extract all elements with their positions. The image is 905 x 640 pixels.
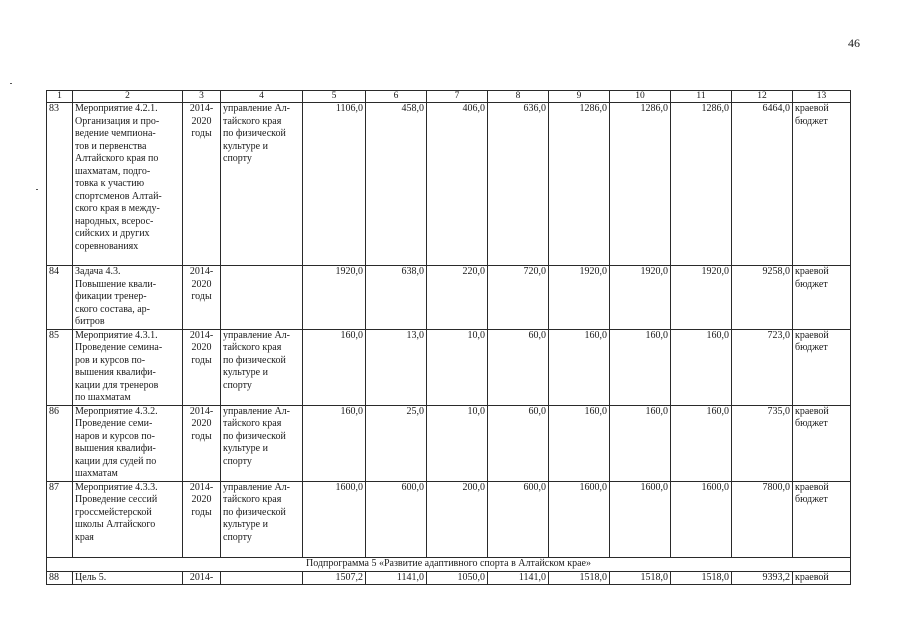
amount-cell: 1920,0 — [549, 266, 610, 330]
activity-name: Мероприятие 4.2.1. Организация и про- ведение чемпиона- тов и первенства Алтайского края по шахматам, подго- товка к участию спортсменов Алтай- ского края в между- народных, всерос- сийских и других соревнованиях — [73, 103, 183, 266]
total-cell: 6464,0 — [732, 103, 793, 266]
period: 2014- 2020 годы — [183, 329, 221, 405]
amount-cell: 160,0 — [610, 405, 671, 481]
total-cell: 9258,0 — [732, 266, 793, 330]
executor: управление Ал- тайского края по физической культуре и спорту — [221, 329, 303, 405]
amount-cell: 160,0 — [303, 405, 366, 481]
amount-cell: 1286,0 — [549, 103, 610, 266]
amount-cell: 13,0 — [366, 329, 427, 405]
amount-cell: 1600,0 — [671, 481, 732, 557]
amount-cell: 160,0 — [671, 329, 732, 405]
table-row — [47, 481, 851, 557]
page-number: 46 — [848, 36, 860, 50]
executor: управление Ал- тайского края по физической культуре и спорту — [221, 405, 303, 481]
amount-cell: 1518,0 — [610, 571, 671, 585]
budget-table — [46, 90, 851, 585]
amount-cell: 720,0 — [488, 266, 549, 330]
amount-cell: 1141,0 — [366, 571, 427, 585]
activity-name: Цель 5. — [73, 571, 183, 585]
amount-cell: 60,0 — [488, 405, 549, 481]
amount-cell: 1920,0 — [303, 266, 366, 330]
scan-artifact — [10, 83, 12, 84]
amount-cell: 160,0 — [549, 329, 610, 405]
activity-name: Мероприятие 4.3.2. Проведение семи- наров и курсов по- вышения квалифи- кации для судей по шахматам — [73, 405, 183, 481]
executor — [221, 266, 303, 330]
amount-cell: 1286,0 — [610, 103, 671, 266]
executor — [221, 571, 303, 585]
amount-cell: 10,0 — [427, 329, 488, 405]
amount-cell: 1518,0 — [671, 571, 732, 585]
total-cell: 9393,2 — [732, 571, 793, 585]
column-header: 3 — [183, 91, 221, 103]
amount-cell: 1600,0 — [549, 481, 610, 557]
period: 2014- 2020 годы — [183, 103, 221, 266]
amount-cell: 160,0 — [610, 329, 671, 405]
activity-name: Мероприятие 4.3.3. Проведение сессий гроссмейстерской школы Алтайского края — [73, 481, 183, 557]
column-header: 12 — [732, 91, 793, 103]
total-cell: 723,0 — [732, 329, 793, 405]
amount-cell: 10,0 — [427, 405, 488, 481]
executor: управление Ал- тайского края по физической культуре и спорту — [221, 103, 303, 266]
row-number: 83 — [47, 103, 73, 266]
funding-source: краевой бюджет — [793, 329, 851, 405]
activity-name: Задача 4.3. Повышение квали- фикации тренер- ского состава, ар- битров — [73, 266, 183, 330]
column-header: 13 — [793, 91, 851, 103]
amount-cell: 1141,0 — [488, 571, 549, 585]
column-header: 5 — [303, 91, 366, 103]
funding-source: краевой бюджет — [793, 405, 851, 481]
amount-cell: 1507,2 — [303, 571, 366, 585]
funding-source: краевой — [793, 571, 851, 585]
amount-cell: 1286,0 — [671, 103, 732, 266]
amount-cell: 1920,0 — [671, 266, 732, 330]
funding-source: краевой бюджет — [793, 103, 851, 266]
amount-cell: 600,0 — [366, 481, 427, 557]
scan-artifact — [36, 189, 38, 190]
period: 2014- 2020 годы — [183, 405, 221, 481]
amount-cell: 406,0 — [427, 103, 488, 266]
column-header: 4 — [221, 91, 303, 103]
period: 2014- — [183, 571, 221, 585]
table-row — [47, 266, 851, 330]
table-row — [47, 405, 851, 481]
header-row — [47, 91, 851, 103]
amount-cell: 160,0 — [303, 329, 366, 405]
amount-cell: 1518,0 — [549, 571, 610, 585]
amount-cell: 600,0 — [488, 481, 549, 557]
column-header: 6 — [366, 91, 427, 103]
amount-cell: 1106,0 — [303, 103, 366, 266]
amount-cell: 1920,0 — [610, 266, 671, 330]
amount-cell: 220,0 — [427, 266, 488, 330]
funding-source: краевой бюджет — [793, 266, 851, 330]
amount-cell: 25,0 — [366, 405, 427, 481]
period: 2014- 2020 годы — [183, 266, 221, 330]
row-number: 86 — [47, 405, 73, 481]
amount-cell: 638,0 — [366, 266, 427, 330]
column-header: 11 — [671, 91, 732, 103]
table-row — [47, 103, 851, 266]
amount-cell: 160,0 — [549, 405, 610, 481]
amount-cell: 636,0 — [488, 103, 549, 266]
table-row — [47, 571, 851, 585]
amount-cell: 1050,0 — [427, 571, 488, 585]
column-header: 2 — [73, 91, 183, 103]
column-header: 9 — [549, 91, 610, 103]
amount-cell: 200,0 — [427, 481, 488, 557]
amount-cell: 1600,0 — [610, 481, 671, 557]
row-number: 88 — [47, 571, 73, 585]
period: 2014- 2020 годы — [183, 481, 221, 557]
amount-cell: 1600,0 — [303, 481, 366, 557]
row-number: 87 — [47, 481, 73, 557]
column-header: 1 — [47, 91, 73, 103]
row-number: 84 — [47, 266, 73, 330]
amount-cell: 60,0 — [488, 329, 549, 405]
row-number: 85 — [47, 329, 73, 405]
table-row — [47, 329, 851, 405]
subprogram-row — [47, 557, 851, 571]
amount-cell: 458,0 — [366, 103, 427, 266]
column-header: 8 — [488, 91, 549, 103]
executor: управление Ал- тайского края по физической культуре и спорту — [221, 481, 303, 557]
activity-name: Мероприятие 4.3.1. Проведение семина- ров и курсов по- вышения квалифи- кации для тренеров по шахматам — [73, 329, 183, 405]
funding-source: краевой бюджет — [793, 481, 851, 557]
subprogram-title: Подпрограмма 5 «Развитие адаптивного спорта в Алтайском крае» — [47, 557, 851, 571]
column-header: 10 — [610, 91, 671, 103]
amount-cell: 160,0 — [671, 405, 732, 481]
column-header: 7 — [427, 91, 488, 103]
total-cell: 735,0 — [732, 405, 793, 481]
total-cell: 7800,0 — [732, 481, 793, 557]
